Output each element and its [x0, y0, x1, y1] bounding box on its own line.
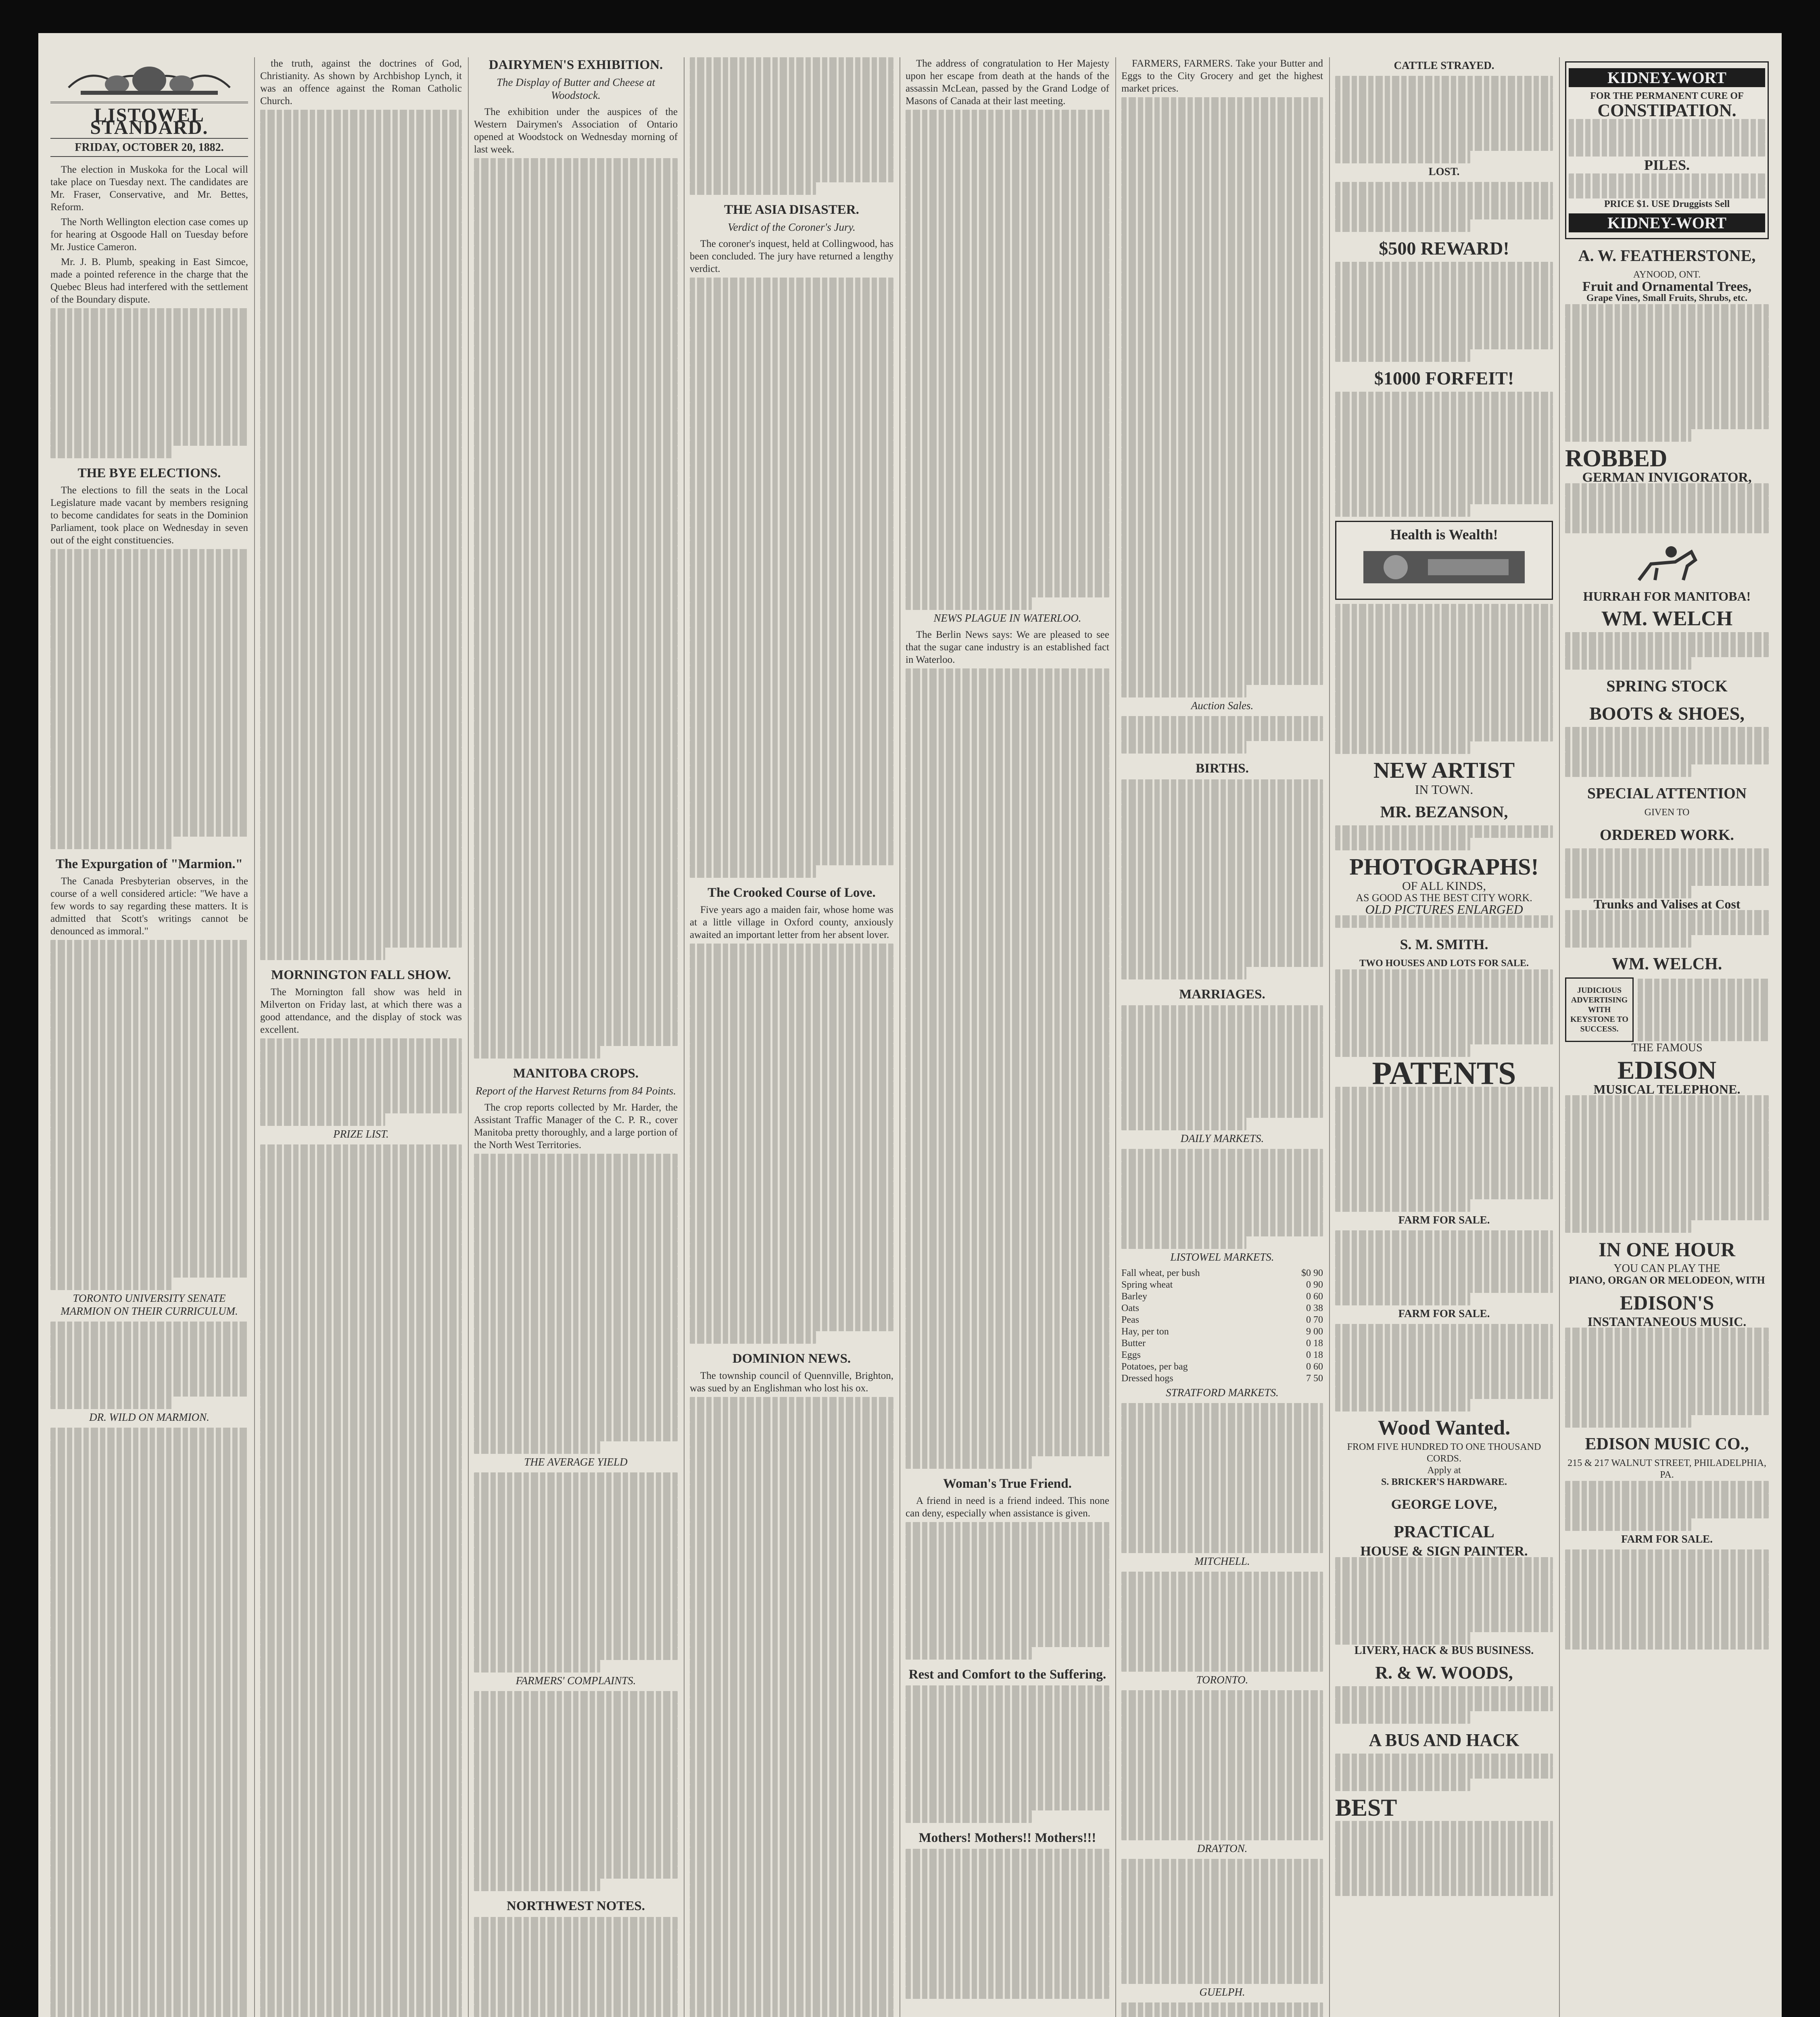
column-4 — [690, 57, 893, 2017]
article-paragraph: The elections to fill the seats in the Local Legislature made vacant by members resigning to become candidates for seats in the Dominion Parliament, took place on Wednesday in seven out of the eight constituencies. — [50, 485, 248, 546]
ad-wood-wanted: Wood Wanted. — [1378, 1416, 1511, 1439]
ad-wood-sub: FROM FIVE HUNDRED TO ONE THOUSAND CORDS. — [1347, 1442, 1541, 1464]
article-paragraph: the truth, against the doctrines of God, Christianity. As shown by Archbishop Lynch, it was an offence against the Roman Catholic Church. — [260, 58, 462, 106]
ad-painter-sub: HOUSE & SIGN PAINTER. — [1360, 1544, 1528, 1559]
headline-asia-disaster: THE ASIA DISASTER. — [724, 203, 859, 217]
ad-given-to: GIVEN TO — [1644, 807, 1690, 818]
ad-the-famous: THE FAMOUS — [1631, 1042, 1703, 1054]
ad-lost: LOST. — [1428, 165, 1460, 177]
article-paragraph: Five years ago a maiden fair, whose home was at a little village in Oxford county, anxiously awaited an important letter from her absent lover. — [690, 904, 893, 940]
ad-cattle-strayed: CATTLE STRAYED. — [1394, 59, 1494, 71]
market-row: Eggs 0 18 — [1121, 1350, 1323, 1360]
subhead-stratford-markets: STRATFORD MARKETS. — [1166, 1386, 1279, 1399]
ad-trunks: Trunks and Valises at Cost — [1593, 897, 1741, 911]
headline-woman-friend: Woman's True Friend. — [943, 1476, 1072, 1491]
subhead-dairymen: The Display of Butter and Cheese at Woodstock. — [497, 76, 655, 101]
ad-piano: PIANO, ORGAN OR MELODEON, WITH — [1569, 1274, 1765, 1286]
ad-one-hour: IN ONE HOUR — [1599, 1238, 1735, 1261]
ad-photo-kinds: OF ALL KINDS, — [1402, 879, 1486, 893]
market-row: Peas 0 70 — [1121, 1315, 1323, 1325]
subhead-auction: Auction Sales. — [1191, 699, 1254, 712]
ad-edison-addr: 215 & 217 WALNUT STREET, PHILADELPHIA, PA. — [1567, 1458, 1766, 1480]
subhead-mitchell-markets: MITCHELL. — [1194, 1555, 1250, 1567]
column-7 — [1335, 57, 1553, 2017]
ad-judicious: JUDICIOUS ADVERTISING WITH KEYSTONE TO SUCCESS. — [1565, 977, 1634, 1042]
ad-featherstone-town: AYNOOD, ONT. — [1633, 269, 1701, 280]
ad-judicious-row — [1565, 977, 1769, 1042]
column-rule — [1329, 57, 1330, 2017]
ad-edison: EDISON — [1617, 1056, 1717, 1084]
subhead-waterloo: NEWS PLAGUE IN WATERLOO. — [933, 612, 1081, 624]
article-paragraph: The exhibition under the auspices of the Western Dairymen's Association of Ontario opened at Woodstock on Wednesday morning of last week. — [474, 106, 678, 155]
article-paragraph: The Mornington fall show was held in Milverton on Friday last, at which there was a good attendance, and the display of stock was excellent. — [260, 987, 462, 1035]
ad-photo-old: OLD PICTURES ENLARGED — [1365, 902, 1523, 917]
article-paragraph: The coroner's inquest, held at Collingwood, has been concluded. The jury have returned a lengthy verdict. — [690, 238, 893, 274]
subhead-guelph-markets: GUELPH. — [1199, 1986, 1245, 1998]
ad-health-wealth — [1335, 521, 1553, 600]
column-rule — [1115, 57, 1116, 2017]
ad-edison-co: EDISON MUSIC CO., — [1585, 1435, 1749, 1453]
headline-dominion-news: DOMINION NEWS. — [732, 1351, 851, 1366]
market-table-listowel — [1121, 1267, 1323, 1384]
ad-painter-title: PRACTICAL — [1394, 1523, 1494, 1541]
article-paragraph: The North Wellington election case comes up for hearing at Osgoode Hall on Tuesday before Mr. Justice Cameron. — [50, 217, 248, 253]
headline-marriages: MARRIAGES. — [1179, 987, 1265, 1002]
ad-farm-sale-2: FARM FOR SALE. — [1398, 1307, 1490, 1320]
column-rule — [254, 57, 255, 2017]
ad-new-artist: NEW ARTIST — [1373, 758, 1515, 783]
kidney-wort-constipation: CONSTIPATION. — [1597, 100, 1737, 120]
headline-bye-elections: THE BYE ELECTIONS. — [77, 466, 221, 480]
subhead-manitoba-crops: Report of the Harvest Returns from 84 Points. — [476, 1085, 676, 1097]
subhead-asia-disaster: Verdict of the Coroner's Jury. — [728, 221, 856, 233]
column-1 — [50, 57, 248, 2017]
market-row: Fall wheat, per bush $0 90 — [1121, 1268, 1323, 1278]
ad-invigorator: GERMAN INVIGORATOR, — [1582, 470, 1752, 485]
ad-kidney-wort — [1565, 61, 1769, 239]
market-row: Potatoes, per bag 0 60 — [1121, 1361, 1323, 1372]
ad-welch-2: WM. WELCH. — [1611, 955, 1722, 973]
ad-ordered-work: ORDERED WORK. — [1600, 827, 1734, 844]
headline-crooked-love: The Crooked Course of Love. — [708, 885, 876, 900]
newspaper-page — [38, 33, 1782, 2017]
ad-featherstone-trees: Fruit and Ornamental Trees, — [1582, 279, 1752, 294]
ad-in-town: IN TOWN. — [1415, 782, 1474, 797]
ad-farm-sale: FARM FOR SALE. — [1398, 1214, 1490, 1226]
article-paragraph: The address of congratulation to Her Majesty upon her escape from death at the hands of the assassin McLean, passed by the Grand Lodge of Masons of Canada at their last meeting. — [906, 58, 1109, 106]
ad-two-houses: TWO HOUSES AND LOTS FOR SALE. — [1359, 958, 1529, 969]
ad-featherstone-sub: Grape Vines, Small Fruits, Shrubs, etc. — [1586, 293, 1748, 303]
ad-welch: WM. WELCH — [1601, 607, 1733, 630]
market-row: Spring wheat 0 90 — [1121, 1280, 1323, 1290]
ad-musical-telephone: MUSICAL TELEPHONE. — [1593, 1082, 1741, 1096]
ad-instantaneous: INSTANTANEOUS MUSIC. — [1587, 1314, 1747, 1329]
market-row: Dressed hogs 7 50 — [1121, 1373, 1323, 1384]
article-paragraph: The Berlin News says: We are pleased to see that the sugar cane industry is an established fact in Waterloo. — [906, 629, 1109, 665]
headline-marmion: The Expurgation of "Marmion." — [56, 857, 243, 871]
ad-photographs: PHOTOGRAPHS! — [1349, 854, 1539, 880]
market-row: Barley 0 60 — [1121, 1291, 1323, 1302]
headline-rest-comfort: Rest and Comfort to the Suffering. — [908, 1667, 1106, 1682]
article-paragraph: The Canada Presbyterian observes, in the course of a well considered article: "We have a few words to say regarding these matters. It is admitted that Scott's writings cannot be denounced as immoral." — [50, 876, 248, 937]
article-paragraph: Mr. J. B. Plumb, speaking in East Simcoe, made a pointed reference in the charge that the Quebec Bleus had interfered with the settlement of the Boundary dispute. — [50, 257, 248, 305]
column-6 — [1121, 57, 1323, 2017]
column-5 — [906, 57, 1109, 2017]
ad-robbed: ROBBED — [1565, 445, 1668, 472]
ad-wood-apply: Apply at — [1427, 1465, 1461, 1476]
ad-wood-place: S. BRICKER'S HARDWARE. — [1381, 1477, 1507, 1487]
subhead-farmers-complaints: FARMERS' COMPLAINTS. — [516, 1675, 636, 1687]
subhead-toronto-markets: TORONTO. — [1196, 1674, 1248, 1686]
column-rule — [684, 57, 685, 2017]
subhead-daily-markets: DAILY MARKETS. — [1180, 1132, 1264, 1144]
ad-edisons: EDISON'S — [1620, 1291, 1714, 1314]
ad-best: BEST — [1335, 1794, 1397, 1821]
column-rule — [1559, 57, 1560, 2017]
ad-special-attention: SPECIAL ATTENTION — [1587, 785, 1747, 802]
masthead-dateline: FRIDAY, OCTOBER 20, 1882. — [50, 138, 248, 157]
ad-manitoba: HURRAH FOR MANITOBA! — [1583, 589, 1751, 603]
subhead-drayton-markets: DRAYTON. — [1197, 1842, 1248, 1854]
column-8 — [1565, 57, 1769, 2017]
ad-photo-best: AS GOOD AS THE BEST CITY WORK. — [1356, 892, 1532, 904]
kidney-wort-bottom: KIDNEY-WORT — [1569, 213, 1765, 232]
headline-mothers: Mothers! Mothers!! Mothers!!! — [918, 1831, 1096, 1845]
ad-patents: PATENTS — [1372, 1056, 1516, 1091]
ad-artist-name: MR. BEZANSON, — [1380, 803, 1508, 821]
market-row: Hay, per ton 9 00 — [1121, 1326, 1323, 1337]
masthead — [50, 57, 248, 157]
ad-health-title: Health is Wealth! — [1390, 526, 1498, 543]
market-row: Oats 0 38 — [1121, 1303, 1323, 1313]
ad-painter-name: GEORGE LOVE, — [1391, 1497, 1497, 1512]
health-ad-illustration — [1347, 543, 1541, 591]
ad-spring-stock: SPRING STOCK — [1606, 677, 1728, 695]
subhead-listowel-markets: LISTOWEL MARKETS. — [1170, 1251, 1274, 1263]
ad-farm-sale-col8: FARM FOR SALE. — [1621, 1533, 1713, 1545]
column-3 — [474, 57, 678, 2017]
article-paragraph: A friend in need is a friend indeed. This none can deny, especially when assistance is given. — [906, 1495, 1109, 1519]
column-rule — [468, 57, 469, 2017]
headline-births: BIRTHS. — [1196, 761, 1249, 776]
masthead-title: LISTOWEL STANDARD. — [90, 104, 209, 138]
subhead-wild: DR. WILD ON MARMION. — [89, 1411, 209, 1423]
article-paragraph: The township council of Quennville, Brighton, was sued by an Englishman who lost his ox. — [690, 1370, 893, 1394]
ad-farmers: FARMERS, FARMERS. Take your Butter and Eggs to the City Grocery and get the highest market prices. — [1121, 58, 1323, 94]
headline-manitoba-crops: MANITOBA CROPS. — [513, 1066, 639, 1081]
subhead-toronto: TORONTO UNIVERSITY SENATE MARMION ON THEIR CURRICULUM. — [61, 1292, 238, 1317]
ad-featherstone: A. W. FEATHERSTONE, — [1578, 246, 1756, 265]
ad-boots-shoes: BOOTS & SHOES, — [1589, 703, 1745, 724]
article-intro: The election in Muskoka for the Local will take place on Tuesday next. The candidates are Mr. Fraser, Conservative, and Mr. Bettes, Reform. — [50, 164, 248, 213]
ad-bus-hack: A BUS AND HACK — [1369, 1730, 1519, 1750]
ad-reward: $500 REWARD! — [1379, 238, 1509, 259]
subhead-prize-list: PRIZE LIST. — [333, 1128, 389, 1140]
ad-photographer: S. M. SMITH. — [1400, 936, 1488, 952]
kidney-wort-price: PRICE $1. USE Druggists Sell — [1604, 199, 1730, 209]
ad-woods: R. & W. WOODS, — [1375, 1663, 1513, 1683]
headline-dairymen: DAIRYMEN'S EXHIBITION. — [488, 58, 663, 72]
kidney-wort-top: KIDNEY-WORT — [1569, 68, 1765, 87]
article-paragraph: The crop reports collected by Mr. Harder, the Assistant Traffic Manager of the C. P. R., cover Manitoba pretty thoroughly, and a large portion of the North West Territories. — [474, 1102, 678, 1150]
ad-livery: LIVERY, HACK & BUS BUSINESS. — [1354, 1644, 1534, 1657]
headline-northwest-notes: NORTHWEST NOTES. — [506, 1899, 645, 1913]
headline-mornington: MORNINGTON FALL SHOW. — [271, 968, 451, 982]
coat-of-arms-emblem — [50, 57, 248, 103]
subhead-average-yield: THE AVERAGE YIELD — [524, 1456, 628, 1468]
ad-forfeit: $1000 FORFEIT! — [1374, 368, 1514, 388]
market-row: Butter 0 18 — [1121, 1338, 1323, 1349]
kidney-wort-sub: FOR THE PERMANENT CURE OF — [1590, 91, 1744, 101]
ad-you-can-play: YOU CAN PLAY THE — [1613, 1262, 1720, 1275]
horseman-icon — [1627, 536, 1707, 588]
kidney-wort-piles: PILES. — [1644, 157, 1690, 173]
column-2 — [260, 57, 462, 2017]
